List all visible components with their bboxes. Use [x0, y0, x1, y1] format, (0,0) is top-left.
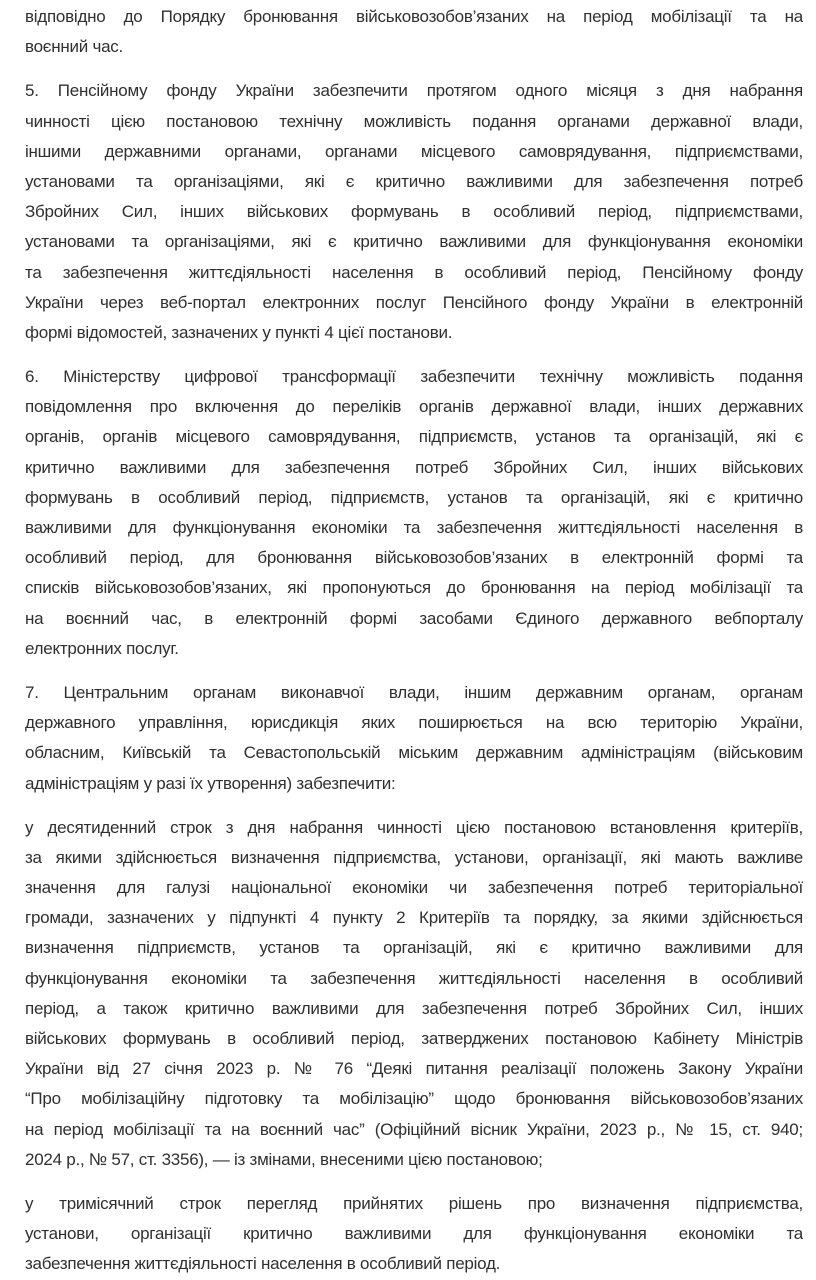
- text-line: України від 27 січня 2023 р. № 76 “Деякі питання реалізації положень Закону України: [25, 1059, 803, 1079]
- text-line: функціонування економіки та забезпечення життєдіяльності населення в особливий: [25, 968, 803, 988]
- text-line: за якими здійснюється визначення підприємства, установи, організації, які мають важливе: [25, 847, 803, 867]
- text-line: відповідно до Порядку бронювання військовозобов’язаних на період мобілізації та на: [25, 7, 803, 26]
- paragraph-point-5: [25, 76, 803, 348]
- text-line: визначення підприємств, установ та організацій, які є критично важливими для: [25, 938, 803, 958]
- text-line: особливий період, для бронювання військовозобов’язаних в електронній формі та: [25, 548, 803, 568]
- text-line: 2024 р., № 57, ст. 3356), — із змінами, внесеними цією постановою;: [25, 1149, 543, 1169]
- text-line: України через веб-портал електронних послуг Пенсійного фонду України в електронній: [25, 292, 803, 312]
- text-line: списків військовозобов’язаних, які пропонуються до бронювання на період мобілізації та: [25, 578, 803, 598]
- text-line: установи, організації критично важливими для функціонування економіки та: [25, 1224, 803, 1244]
- text-line: забезпечення життєдіяльності населення в особливий період.: [25, 1254, 501, 1274]
- text-line: державного управління, юрисдикція яких поширюється на всю територію України,: [25, 713, 803, 733]
- text-line: формі відомостей, зазначених у пункті 4 цієї постанови.: [25, 322, 453, 342]
- text-line: період, а також критично важливими для забезпечення потреб Збройних Сил, інших: [25, 998, 803, 1018]
- text-line: обласним, Київській та Севастопольській міським державним адміністраціям (військовим: [25, 743, 803, 763]
- text-line: у тримісячний строк перегляд прийнятих рішень про визначення підприємства,: [25, 1193, 803, 1213]
- text-line: іншими державними органами, органами місцевого самоврядування, підприємствами,: [25, 141, 803, 161]
- paragraph-point-7-subclause-2: [25, 1189, 803, 1280]
- text-line: адміністраціям у разі їх утворення) забезпечити:: [25, 773, 396, 793]
- text-line: та забезпечення життєдіяльності населення в особливий період, Пенсійному фонду: [25, 262, 803, 282]
- text-line: військових формувань в особливий період, затверджених постановою Кабінету Міністрів: [25, 1029, 803, 1048]
- text-line: 7. Центральним органам виконавчої влади, іншим державним органам, органам: [25, 682, 803, 702]
- text-line: на період мобілізації та на воєнний час” (Офіційний вісник України, 2023 р., № 15, ст. 940;: [25, 1119, 803, 1139]
- text-line: чинності цією постановою технічну можливість подання органами державної влади,: [25, 111, 803, 131]
- paragraph-point-7-subclause-1: [25, 813, 803, 1175]
- text-line: електронних послуг.: [25, 638, 179, 658]
- text-line: повідомлення про включення до переліків органів державної влади, інших державних: [25, 397, 803, 417]
- text-line: установами та організаціями, які є критично важливими для забезпечення потреб: [25, 171, 803, 191]
- paragraph-point-7: [25, 678, 803, 799]
- text-line: органів, органів місцевого самоврядування, підприємств, установ та організацій, які є: [25, 427, 803, 447]
- text-content: [25, 2, 803, 1280]
- text-line: установами та організаціями, які є критично важливими для функціонування економіки: [25, 232, 803, 252]
- text-line: громади, зазначених у підпункті 4 пункту 2 Критеріїв та порядку, за якими здійснюється: [25, 908, 803, 928]
- text-line: значення для галузі національної економіки чи забезпечення потреб територіальної: [25, 878, 803, 898]
- text-line: критично важливими для забезпечення потреб Збройних Сил, інших військових: [25, 457, 803, 477]
- text-line: на воєнний час, в електронній формі засобами Єдиного державного вебпорталу: [25, 608, 803, 628]
- text-line: “Про мобілізаційну підготовку та мобілізацію” щодо бронювання військовозобов’язаних: [25, 1089, 803, 1109]
- text-line: воєнний час.: [25, 37, 123, 57]
- text-line: Збройних Сил, інших військових формувань в особливий період, підприємствами,: [25, 202, 803, 222]
- text-line: 6. Міністерству цифрової трансформації забезпечити технічну можливість подання: [25, 367, 803, 387]
- text-line: важливими для функціонування економіки та забезпечення життєдіяльності населення в: [25, 518, 803, 537]
- text-line: формувань в особливий період, підприємств, установ та організацій, які є критично: [25, 487, 803, 507]
- paragraph-intro-continuation: [25, 2, 803, 62]
- text-line: у десятиденний строк з дня набрання чинності цією постановою встановлення критеріїв,: [25, 817, 803, 837]
- paragraph-point-6: [25, 362, 803, 664]
- text-line: 5. Пенсійному фонду України забезпечити протягом одного місяця з дня набрання: [25, 81, 803, 101]
